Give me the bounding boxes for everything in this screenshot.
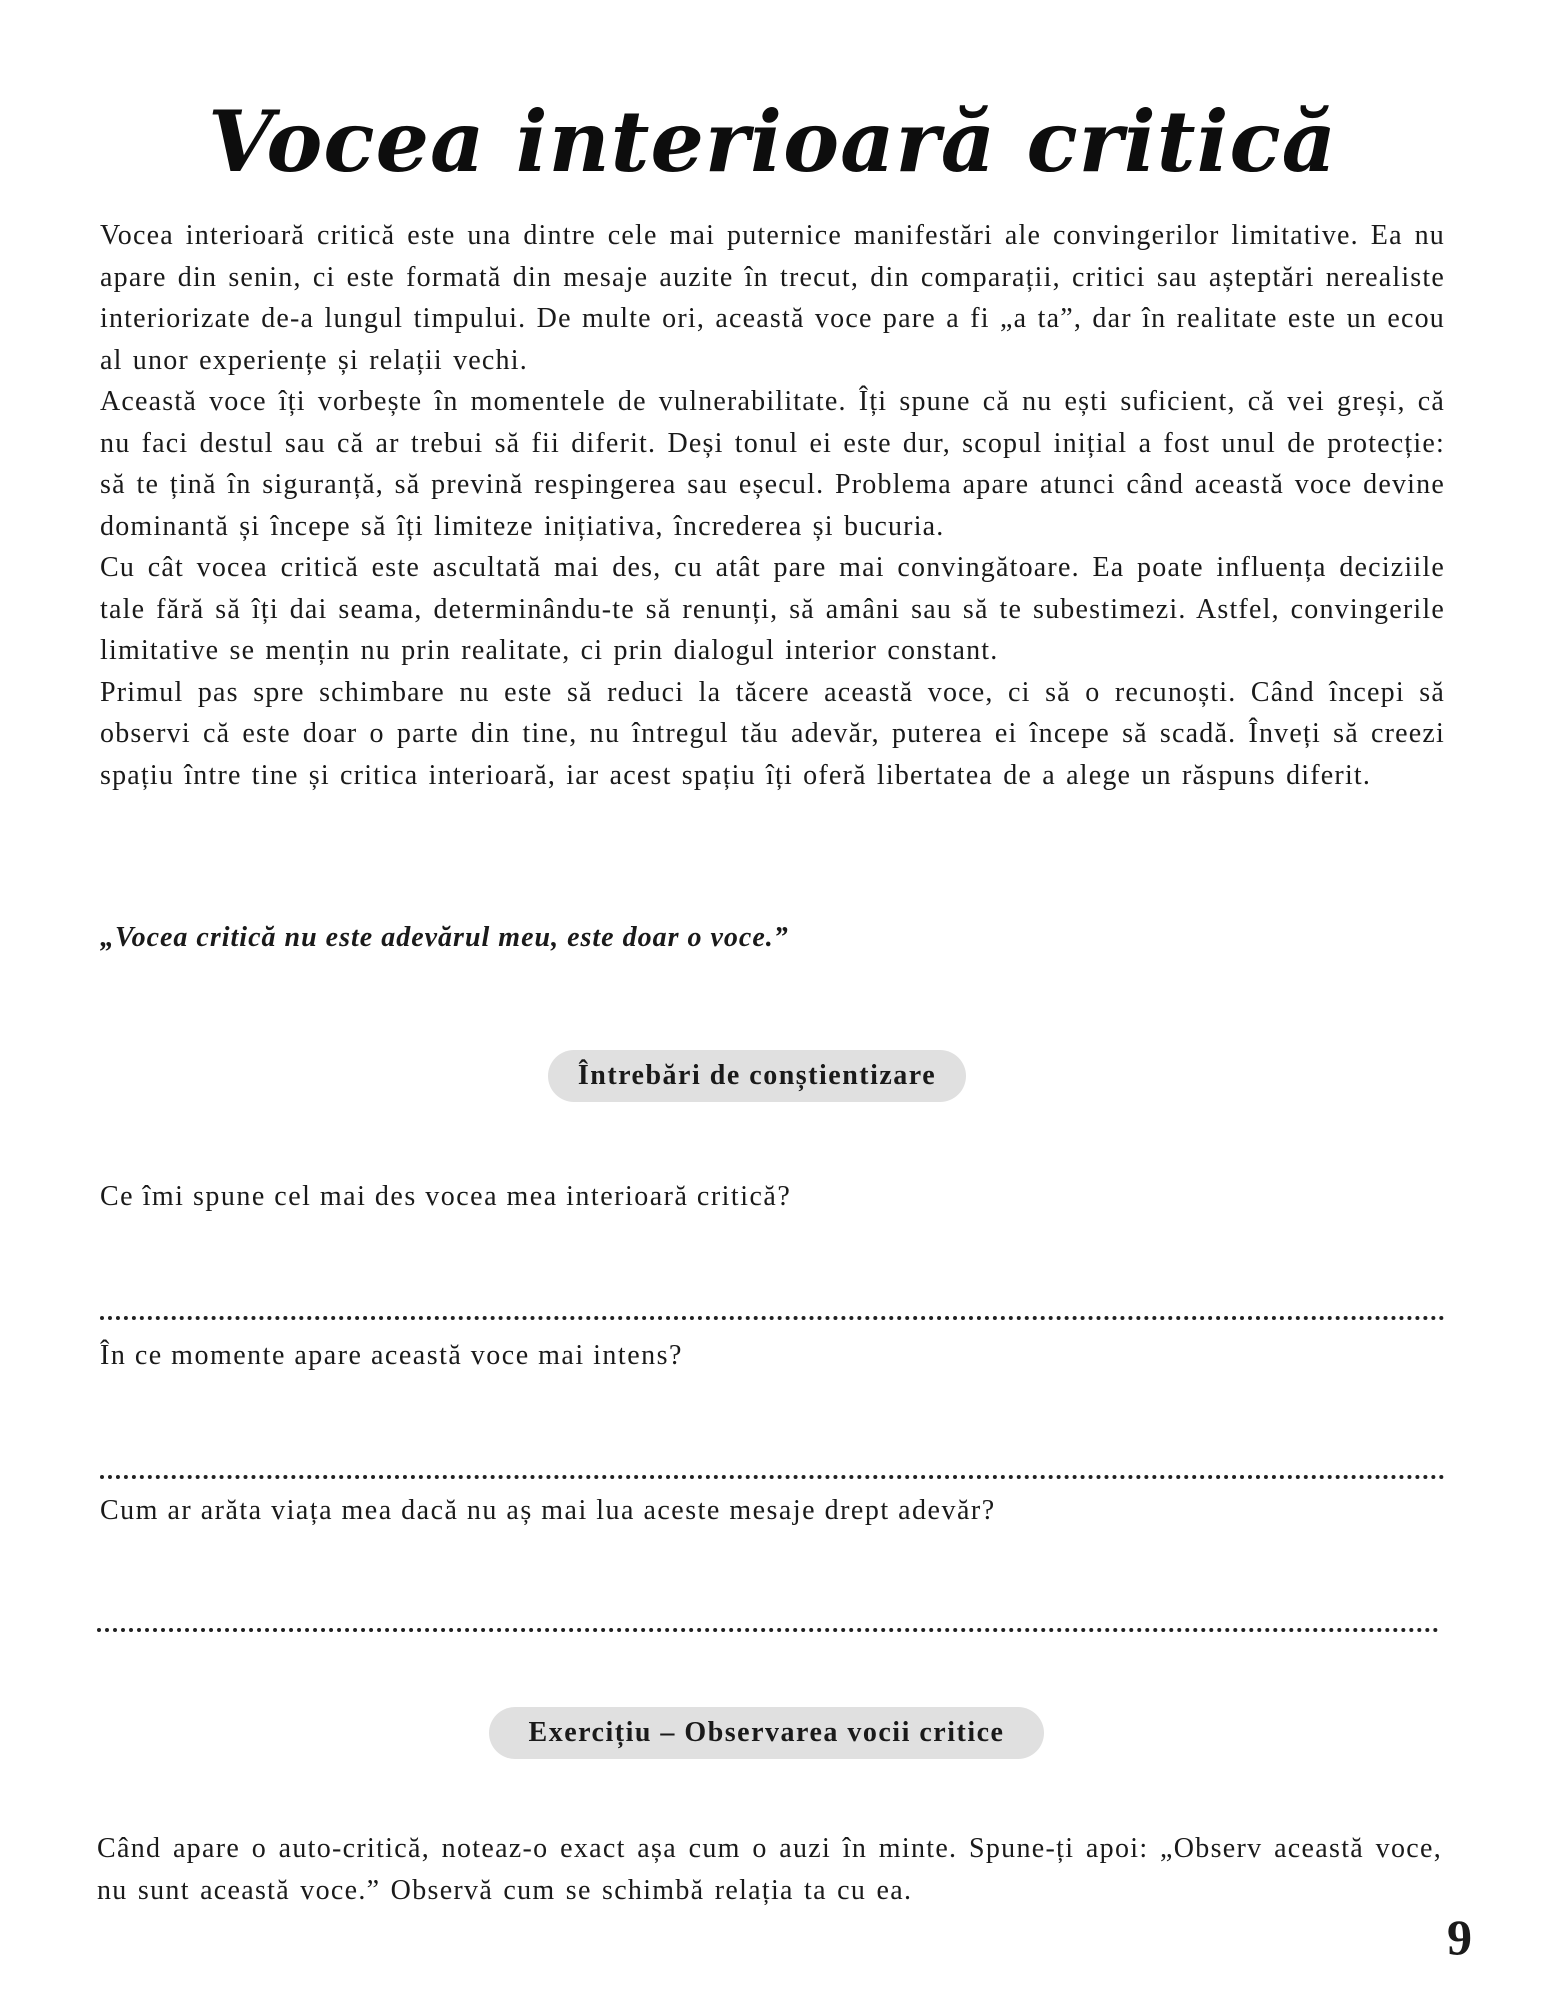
- answer-line-1[interactable]: [100, 1316, 1445, 1320]
- paragraph: Cu cât vocea critică este ascultată mai des, cu atât pare mai convingătoare. Ea poate influența deciziile tale fără să îți dai seama, determinându-te să renunți, să amâni sau să te subestimezi. Astfel, convingerile limitative se mențin nu prin realitate, ci prin dialogul interior constant.: [100, 552, 1445, 666]
- exercise-text: Când apare o auto-critică, noteaz-o exact așa cum o auzi în minte. Spune-ți apoi: „Observ această voce, nu sunt această voce.” Observă cum se schimbă relația ta cu ea.: [97, 1833, 1442, 1906]
- quote: „Vocea critică nu este adevărul meu, este doar o voce.”: [100, 922, 789, 953]
- paragraph: Primul pas spre schimbare nu este să reduci la tăcere această voce, ci să o recunoști. Când începi să observi că este doar o parte din tine, nu întregul tău adevăr, puterea ei începe să scadă. Înveți să creezi spațiu între tine și critica interioară, iar acest spațiu îți oferă libertatea de a alege un răspuns diferit.: [100, 676, 1445, 791]
- exercise-heading: Exercițiu – Observarea vocii critice: [489, 1707, 1044, 1759]
- body-text: [100, 215, 1445, 796]
- answer-line-2[interactable]: [100, 1475, 1445, 1479]
- question-1: Ce îmi spune cel mai des vocea mea interioară critică?: [100, 1181, 792, 1212]
- answer-line-3[interactable]: [97, 1628, 1439, 1632]
- question-2: În ce momente apare această voce mai intens?: [100, 1340, 683, 1371]
- page-title: Vocea interioară critică: [207, 92, 1338, 191]
- paragraph: Vocea interioară critică este una dintre cele mai puternice manifestări ale convingerilor limitative. Ea nu apare din senin, ci este formată din mesaje auzite în trecut, din comparații, critici sau așteptări nerealiste interiorizate de-a lungul timpului. De multe ori, această voce pare a fi „a ta”, dar în realitate este un ecou al unor experiențe și relații vechi.: [100, 220, 1445, 376]
- page-number: 9: [1447, 1909, 1472, 1965]
- question-3: Cum ar arăta viața mea dacă nu aș mai lua aceste mesaje drept adevăr?: [100, 1495, 996, 1526]
- questions-heading: Întrebări de conștientizare: [548, 1050, 966, 1102]
- paragraph: Această voce îți vorbește în momentele de vulnerabilitate. Îți spune că nu ești suficient, că vei greși, că nu faci destul sau că ar trebui să fii diferit. Deși tonul ei este dur, scopul inițial a fost unul de protecție: să te țină în siguranță, să prevină respingerea sau eșecul. Problema apare atunci când această voce devine dominantă și începe să îți limiteze inițiativa, încrederea și bucuria.: [100, 386, 1445, 542]
